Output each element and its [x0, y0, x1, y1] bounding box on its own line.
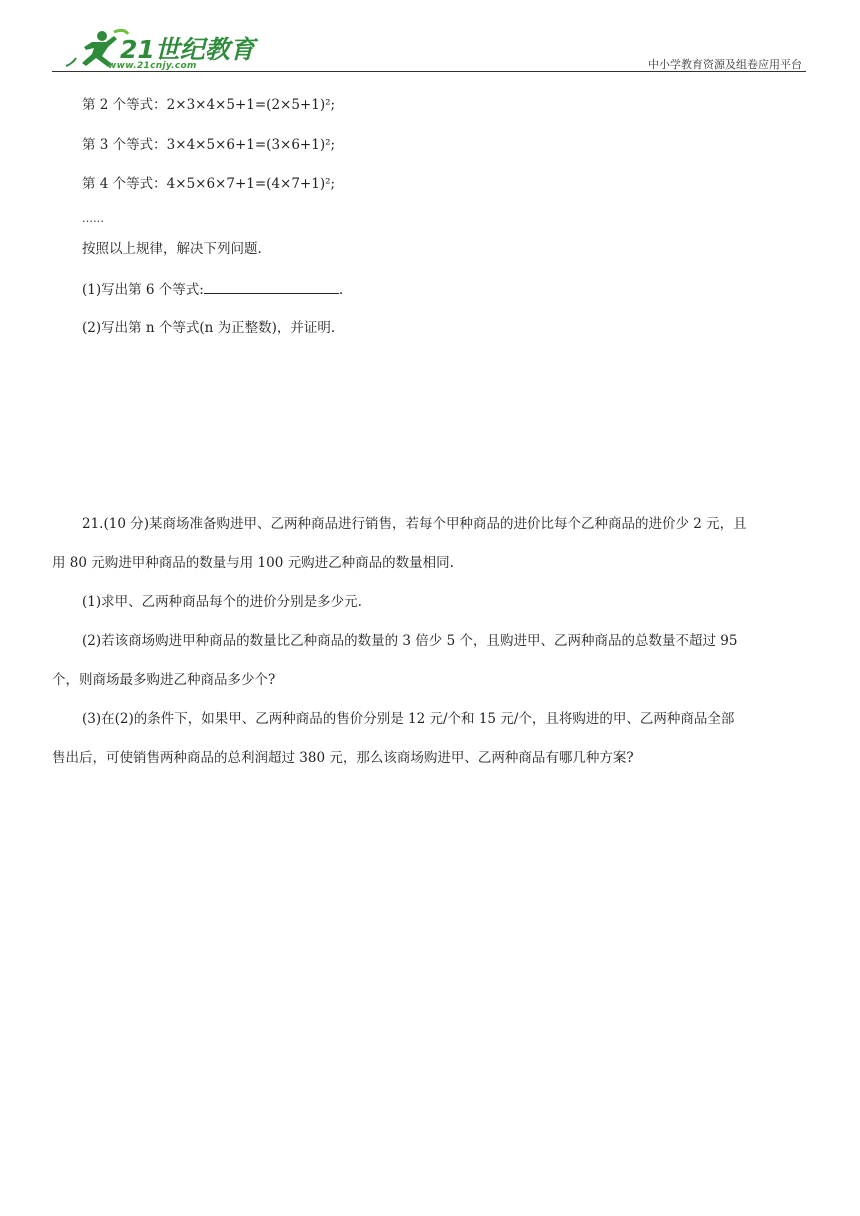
- q21-part-2-line-1: (2)若该商场购进甲种商品的数量比乙种商品的数量的 3 倍少 5 个，且购进甲、乙两种商品的总数量不超过 95: [82, 633, 738, 649]
- instruction: 按照以上规律，解决下列问题.: [82, 241, 262, 257]
- equation-4: 第 4 个等式：4×5×6×7+1=(4×7+1)²;: [82, 176, 336, 192]
- part-2: (2)写出第 n 个等式(n 为正整数)，并证明.: [82, 320, 336, 336]
- header-divider: [52, 71, 806, 72]
- answer-blank: [204, 280, 339, 294]
- q21-part-3-line-2: 售出后，可使销售两种商品的总利润超过 380 元，那么该商场购进甲、乙两种商品有哪几种方案?: [52, 750, 634, 766]
- equation-2: 第 2 个等式：2×3×4×5+1=(2×5+1)²;: [82, 97, 336, 113]
- part-1-text: (1)写出第 6 个等式:: [82, 282, 204, 298]
- header-platform-text: 中小学教育资源及组卷应用平台: [648, 58, 802, 71]
- q21-part-3-line-1: (3)在(2)的条件下，如果甲、乙两种商品的售价分别是 12 元/个和 15 元/个，且将购进的甲、乙两种商品全部: [82, 711, 735, 727]
- svg-text:21世纪教育: 21世纪教育: [120, 35, 255, 64]
- part-1: [82, 280, 343, 299]
- q21-stem-line-1: 21.(10 分)某商场准备购进甲、乙两种商品进行销售，若每个甲种商品的进价比每个乙种商品的进价少 2 元，且: [82, 516, 747, 532]
- page-header: [52, 28, 806, 74]
- ellipsis: ……: [82, 212, 104, 225]
- logo: [62, 28, 262, 74]
- part-1-end: .: [338, 282, 344, 298]
- equation-3: 第 3 个等式：3×4×5×6+1=(3×6+1)²;: [82, 137, 336, 153]
- q21-part-2-line-2: 个，则商场最多购进乙种商品多少个?: [52, 672, 276, 688]
- q21-stem-line-2: 用 80 元购进甲种商品的数量与用 100 元购进乙种商品的数量相同.: [52, 555, 454, 571]
- q21-part-1: (1)求甲、乙两种商品每个的进价分别是多少元.: [82, 594, 362, 610]
- logo-url: www.21cnjy.com: [108, 61, 197, 71]
